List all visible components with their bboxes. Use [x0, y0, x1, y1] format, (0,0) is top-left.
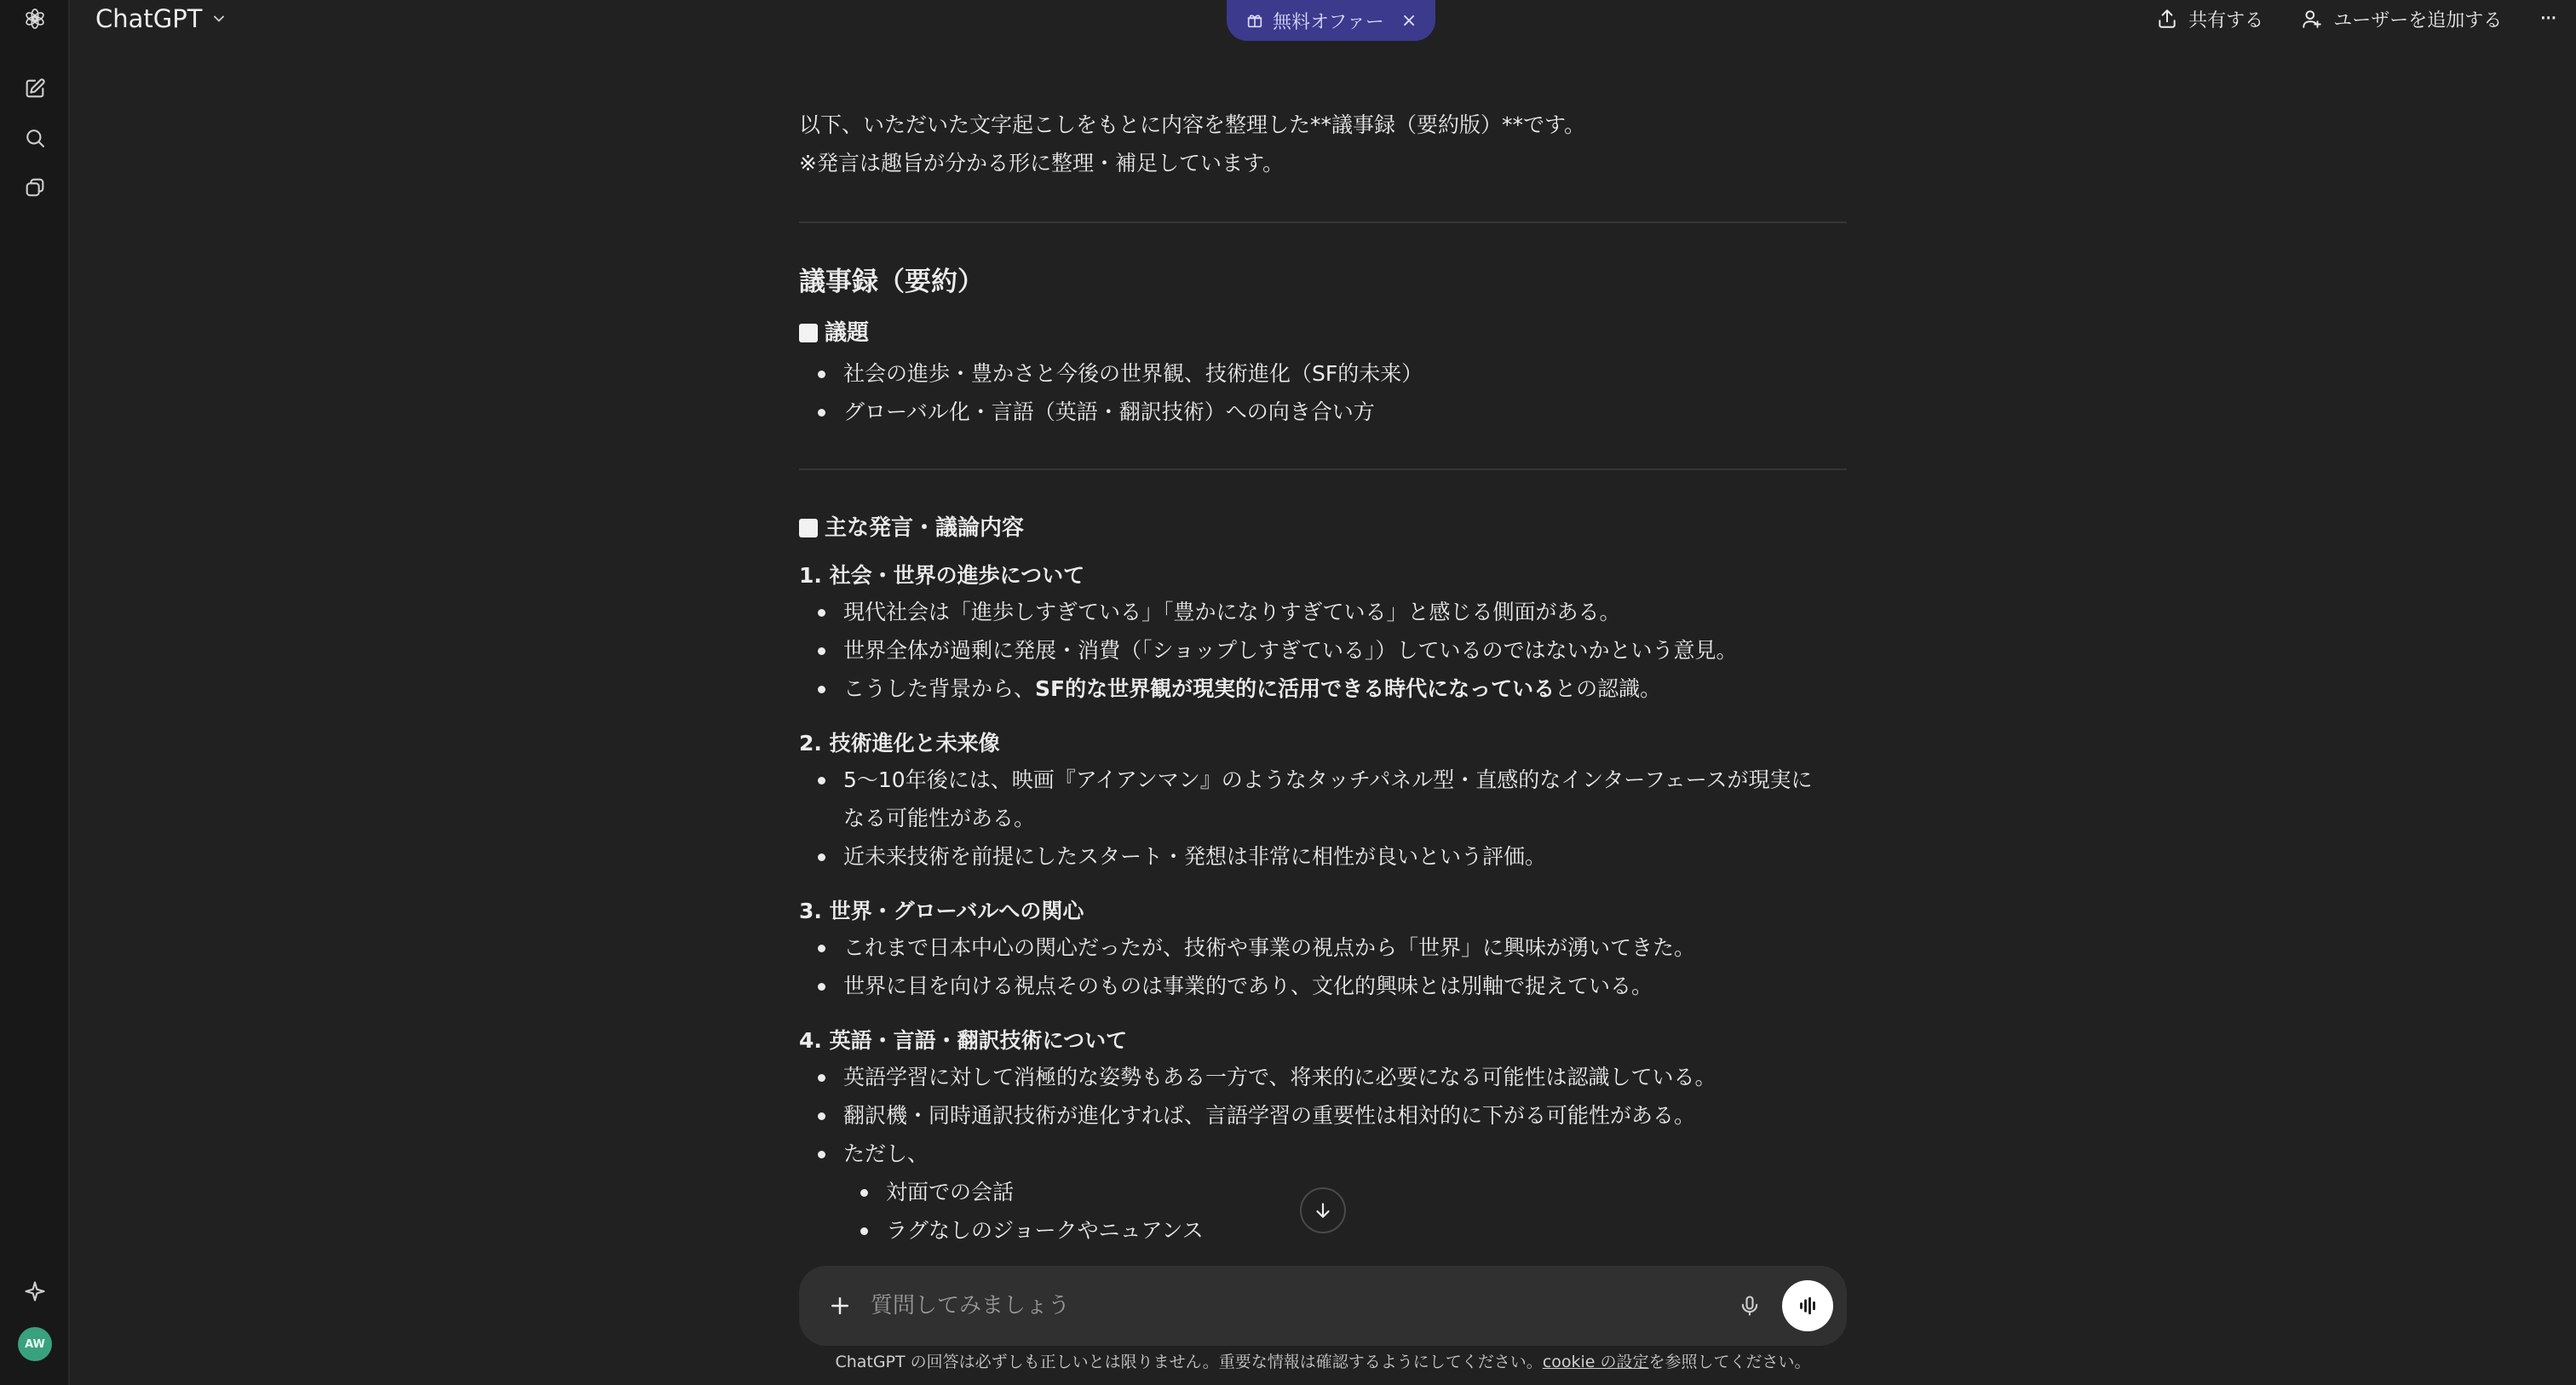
top-bar	[70, 0, 2576, 53]
section-list	[799, 593, 1847, 708]
agenda-heading-text: 議題	[825, 320, 870, 346]
share-button[interactable]	[2156, 6, 2263, 32]
list-item: 世界に目を向ける視点そのものは事業的であり、文化的興味とは別軸で捉えている。	[799, 967, 1847, 1005]
section-list	[799, 761, 1847, 876]
square-bullet-icon	[799, 519, 818, 537]
intro-line-2: ※発言は趣旨が分かる形に整理・補足しています。	[799, 151, 1284, 175]
voice-wave-icon	[1795, 1293, 1820, 1319]
list-item	[799, 761, 1847, 837]
new-chat-icon[interactable]	[18, 72, 52, 106]
list-item: グローバル化・言語（英語・翻訳技術）への向き合い方	[799, 393, 1847, 431]
text-segment: こうした背景から、	[843, 676, 1036, 701]
main-discussion-heading-text: 主な発言・議論内容	[825, 515, 1025, 541]
list-item: 現代社会は「進歩しすぎている」「豊かになりすぎている」と感じる側面がある。	[799, 593, 1847, 631]
arrow-down-icon	[1312, 1199, 1334, 1221]
assistant-message	[799, 106, 1847, 1250]
voice-mode-button[interactable]	[1782, 1280, 1833, 1331]
left-sidebar-rail	[0, 0, 70, 1385]
intro-line-1: 以下、いただいた文字起こしをもとに内容を整理した**議事録（要約版）**です。	[799, 112, 1586, 137]
add-user-icon	[2301, 8, 2323, 30]
plus-icon	[827, 1293, 853, 1319]
section-list	[799, 1058, 1847, 1173]
square-bullet-icon	[799, 324, 818, 342]
section-heading: 2. 技術進化と未来像	[799, 731, 1000, 756]
list-item: 対面での会話	[799, 1173, 1847, 1211]
disclaimer	[0, 1349, 2576, 1372]
library-icon[interactable]	[18, 170, 52, 204]
offer-label: 無料オファー	[1273, 11, 1384, 33]
bold-text-segment: SF的な世界観が現実的に活用できる時代になっている	[1035, 676, 1555, 701]
openai-logo-icon[interactable]	[18, 2, 52, 36]
list-item: これまで日本中心の関心だったが、技術や事業の視点から「世界」に興味が湧いてきた。	[799, 928, 1847, 967]
section-heading: 1. 社会・世界の進歩について	[799, 563, 1085, 588]
more-icon: ···	[2539, 6, 2556, 32]
add-user-button[interactable]	[2301, 6, 2502, 32]
section-list	[799, 928, 1847, 1005]
model-name: ChatGPT	[95, 4, 203, 33]
list-item: 社会の進歩・豊かさと今後の世界観、技術進化（SF的未来）	[799, 354, 1847, 393]
section-heading: 4. 英語・言語・翻訳技術について	[799, 1028, 1128, 1053]
text-segment: 5〜10年後には、映画『アイアンマン』のようなタッチパネル型・直感的なインターフェースが現実に	[843, 767, 1813, 792]
list-item: 英語学習に対して消極的な姿勢もある一方で、将来的に必要になる可能性は認識している。	[799, 1058, 1847, 1096]
chevron-down-icon	[210, 10, 227, 27]
gift-icon	[1245, 11, 1264, 30]
section-heading: 3. 世界・グローバルへの関心	[799, 899, 1084, 923]
share-icon	[2156, 8, 2178, 30]
list-item: 翻訳機・同時通訳技術が進化すれば、言語学習の重要性は相対的に下がる可能性がある。	[799, 1096, 1847, 1135]
text-segment: との認識。	[1555, 676, 1662, 701]
free-offer-banner[interactable]	[1227, 0, 1435, 41]
add-user-label: ユーザーを追加する	[2333, 9, 2503, 32]
header-actions	[2156, 3, 2556, 34]
disclaimer-text: ChatGPT の回答は必ずしも正しいとは限りません。重要な情報は確認するようにしてください。	[835, 1353, 1543, 1371]
disclaimer-text: を参照してください。	[1648, 1353, 1811, 1371]
cookie-settings-link[interactable]: cookie の設定	[1542, 1353, 1649, 1371]
message-composer	[799, 1266, 1847, 1346]
microphone-icon	[1738, 1294, 1762, 1318]
list-item: 近未来技術を前提にしたスタート・発想は非常に相性が良いという評価。	[799, 837, 1847, 876]
prompt-input[interactable]	[871, 1283, 1637, 1329]
minutes-title: 議事録（要約）	[799, 267, 984, 297]
list-item: ラグなしのジョークやニュアンス	[799, 1211, 1847, 1250]
list-item: 世界全体が過剰に発展・消費（「ショップしすぎている」）しているのではないかという意見。	[799, 631, 1847, 670]
list-item: ただし、	[799, 1135, 1847, 1173]
offer-close-button[interactable]: ×	[1400, 9, 1417, 32]
avatar[interactable]: AW	[18, 1327, 52, 1361]
text-segment: なる可能性がある。	[843, 806, 1036, 830]
agenda-heading	[799, 312, 1847, 354]
attach-button[interactable]	[821, 1287, 859, 1325]
search-icon[interactable]	[18, 121, 52, 155]
more-options-button[interactable]	[2539, 6, 2556, 32]
list-item	[799, 670, 1847, 708]
share-label: 共有する	[2188, 9, 2264, 32]
dictate-button[interactable]	[1731, 1287, 1768, 1325]
sparkle-icon[interactable]	[18, 1274, 52, 1308]
scroll-to-bottom-button[interactable]	[1300, 1187, 1346, 1233]
model-selector[interactable]	[95, 2, 227, 36]
agenda-list	[799, 354, 1847, 431]
main-discussion-heading	[799, 508, 1847, 549]
